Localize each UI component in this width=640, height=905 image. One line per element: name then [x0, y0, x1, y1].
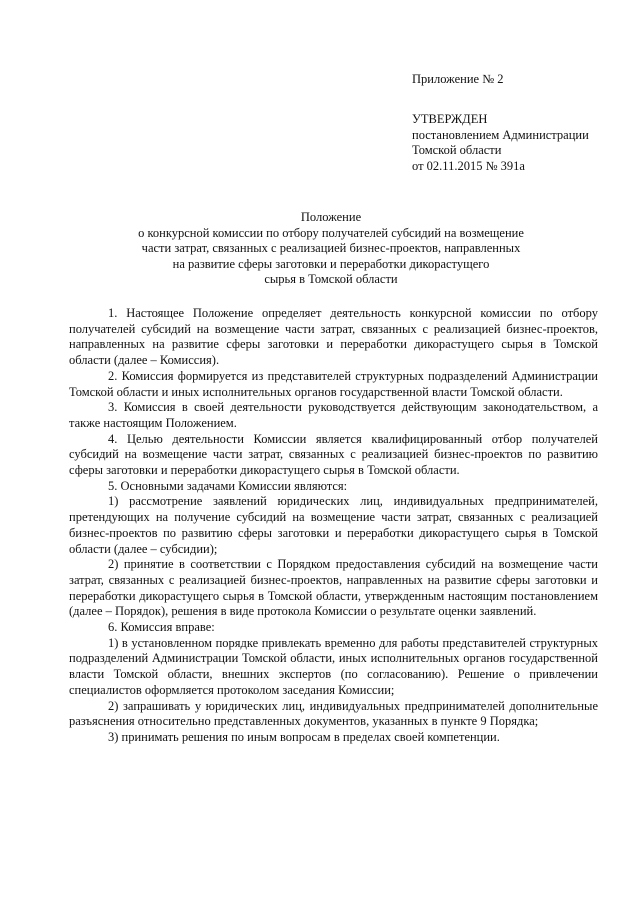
title-line: Положение: [300, 210, 362, 224]
paragraph-5-item-1: 1) рассмотрение заявлений юридических лиц, индивидуальных предпринимателей, претендующих на получение субсидий на возмещение части затрат, связанных с реализацией бизнес-проектов по развитию сферы заготовки и переработки дикорастущего сырья в Томской области (далее – субсидии);: [69, 494, 598, 556]
paragraph-6-item-1: 1) в установленном порядке привлекать временно для работы представителей структурных подразделений Администрации Томской области, иных исполнительных органов государственной власти Томской области, внешних экспертов (по согласованию). Решение о привлечении специалистов оформляется протоколом заседания Комиссии;: [69, 635, 598, 697]
paragraph-3: 3. Комиссия в своей деятельности руководствуется действующим законодательством, а также настоящим Положением.: [69, 400, 598, 430]
paragraph-5: 5. Основными задачами Комиссии являются:: [108, 478, 348, 493]
title-line: о конкурсной комиссии по отбору получателей субсидий на возмещение: [138, 225, 524, 240]
paragraph-6: 6. Комиссия вправе:: [108, 620, 215, 635]
paragraph-5-item-2: 2) принятие в соответствии с Порядком предоставления субсидий на возмещение части затрат, связанных с реализацией бизнес-проектов, направленных на развитие сферы заготовки и переработки дикорастущего сырья в Томской области, утвержденным настоящим постановлением (далее – Порядок), решения в виде протокола Комиссии о результате оценки заявлений.: [69, 557, 598, 619]
approval-line: Томской области: [412, 143, 502, 157]
paragraph-6-item-3: 3) принимать решения по иным вопросам в пределах своей компетенции.: [108, 729, 500, 744]
paragraph-4: 4. Целью деятельности Комиссии является квалифицированный отбор получателей субсидий на возмещение части затрат, связанных с реализацией бизнес-проектов по развитию сферы заготовки и переработки дикорастущего сырья в Томской области.: [69, 431, 598, 478]
title-line: на развитие сферы заготовки и переработки дикорастущего: [172, 256, 490, 271]
paragraph-1: 1. Настоящее Положение определяет деятельность конкурсной комиссии по отбору получателей субсидий на возмещение части затрат, связанных с реализацией бизнес-проектов, направленных на развитие сферы заготовки и переработки дикорастущего сырья в Томской области (далее – Комиссия).: [69, 306, 598, 368]
title-line: сырья в Томской области: [264, 272, 398, 286]
document-body: [69, 306, 598, 746]
approval-line: постановлением Администрации: [412, 127, 589, 142]
paragraph-6-item-2: 2) запрашивать у юридических лиц, индивидуальных предпринимателей дополнительные разъяснения относительно представленных документов, указанных в пункте 9 Порядка;: [69, 698, 598, 729]
approval-date-line: от 02.11.2015 № 391а: [412, 158, 525, 173]
appendix-number: Приложение № 2: [412, 72, 504, 86]
paragraph-2: 2. Комиссия формируется из представителей структурных подразделений Администрации Томской области и иных исполнительных органов государственной власти Томской области.: [69, 368, 598, 399]
approval-line: УТВЕРЖДЕН: [412, 112, 488, 126]
approval-stamp: [412, 112, 589, 174]
title-line: части затрат, связанных с реализацией бизнес-проектов, направленных: [141, 241, 521, 255]
document-title: [60, 210, 602, 288]
